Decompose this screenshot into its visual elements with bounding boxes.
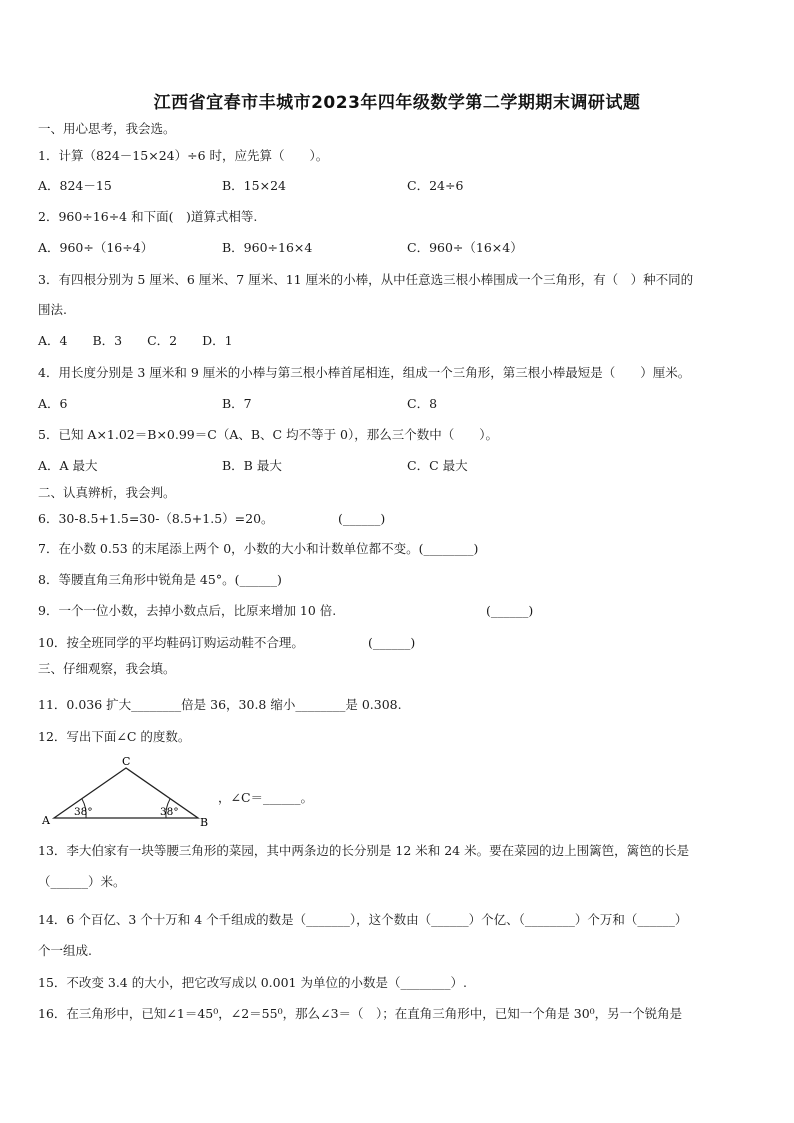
q2-option-b: B．960÷16×4 [222,240,313,255]
q1-option-c: C．24÷6 [407,178,464,193]
question-11: 11．0.036 扩大________倍是 36，30.8 缩小________是 0.308. [38,697,402,712]
q4-option-a: A．6 [38,396,68,411]
question-16: 16．在三角形中，已知∠1＝45⁰，∠2＝55⁰，那么∠3＝（ ）；在直角三角形中，已知一个角是 30⁰，另一个锐角是 [38,1006,683,1021]
angle-b-label: 38° [160,806,179,818]
vertex-label-b: B [200,816,209,828]
question-4: 4．用长度分别是 3 厘米和 9 厘米的小棒与第三根小棒首尾相连，组成一个三角形，第三根小棒最短是（ ）厘米。 [38,365,691,380]
question-13-cont: （______）米。 [38,874,126,889]
section-heading-2: 二、认真辨析，我会判。 [38,485,176,500]
question-1: 1．计算（824－15×24）÷6 时，应先算（ ）。 [38,148,329,163]
q12-answer: ，∠C＝______。 [218,790,314,805]
question-6: 6．30-8.5+1.5=30-（8.5+1.5）=20。 [38,511,274,526]
q2-option-c: C．960÷（16×4） [407,240,523,255]
section-heading-3: 三、仔细观察，我会填。 [38,661,176,676]
question-9: 9．一个一位小数，去掉小数点后，比原来增加 10 倍. [38,603,337,618]
triangle-figure [40,756,215,828]
question-13: 13．李大伯家有一块等腰三角形的菜园，其中两条边的长分别是 12 米和 24 米。要在菜园的边上围篱笆，篱笆的长是 [38,843,690,858]
vertex-label-a: A [42,814,50,827]
q9-answer-blank: (______) [486,603,534,618]
q4-option-b: B．7 [222,396,252,411]
vertex-label-c: C [122,756,131,768]
question-2: 2．960÷16÷4 和下面( )道算式相等. [38,209,258,224]
question-3: 3．有四根分别为 5 厘米、6 厘米、7 厘米、11 厘米的小棒，从中任意选三根小棒围成一个三角形，有（ ）种不同的 [38,272,694,287]
page-title: 江西省宜春市丰城市2023年四年级数学第二学期期末调研试题 [153,93,641,113]
angle-a-label: 38° [74,806,93,818]
q4-option-c: C．8 [407,396,438,411]
q1-option-b: B．15×24 [222,178,286,193]
question-7: 7．在小数 0.53 的末尾添上两个 0，小数的大小和计数单位都不变。(________) [38,541,479,556]
question-3-cont: 围法. [38,302,67,317]
q2-option-a: A．960÷（16÷4） [38,240,154,255]
q5-option-c: C．C 最大 [407,458,468,473]
q1-option-a: A．824－15 [38,178,112,193]
q6-answer-blank: (______) [338,511,386,526]
q5-option-a: A．A 最大 [38,458,98,473]
q3-options: A．4 B．3 C．2 D．1 [38,333,233,348]
question-15: 15．不改变 3.4 的大小，把它改写成以 0.001 为单位的小数是（________）. [38,975,467,990]
question-14-cont: 个一组成. [38,943,92,958]
question-10: 10．按全班同学的平均鞋码订购运动鞋不合理。 [38,635,304,650]
question-5: 5．已知 A×1.02＝B×0.99＝C（A、B、C 均不等于 0），那么三个数中（ ）。 [38,427,498,442]
q5-option-b: B．B 最大 [222,458,282,473]
q10-answer-blank: (______) [368,635,416,650]
question-12: 12．写出下面∠C 的度数。 [38,729,191,744]
question-8: 8．等腰直角三角形中锐角是 45°。(______) [38,572,282,587]
section-heading-1: 一、用心思考，我会选。 [38,121,176,136]
question-14: 14．6 个百亿、3 个十万和 4 个千组成的数是（_______），这个数由（______）个亿、（________）个万和（______） [38,912,688,927]
